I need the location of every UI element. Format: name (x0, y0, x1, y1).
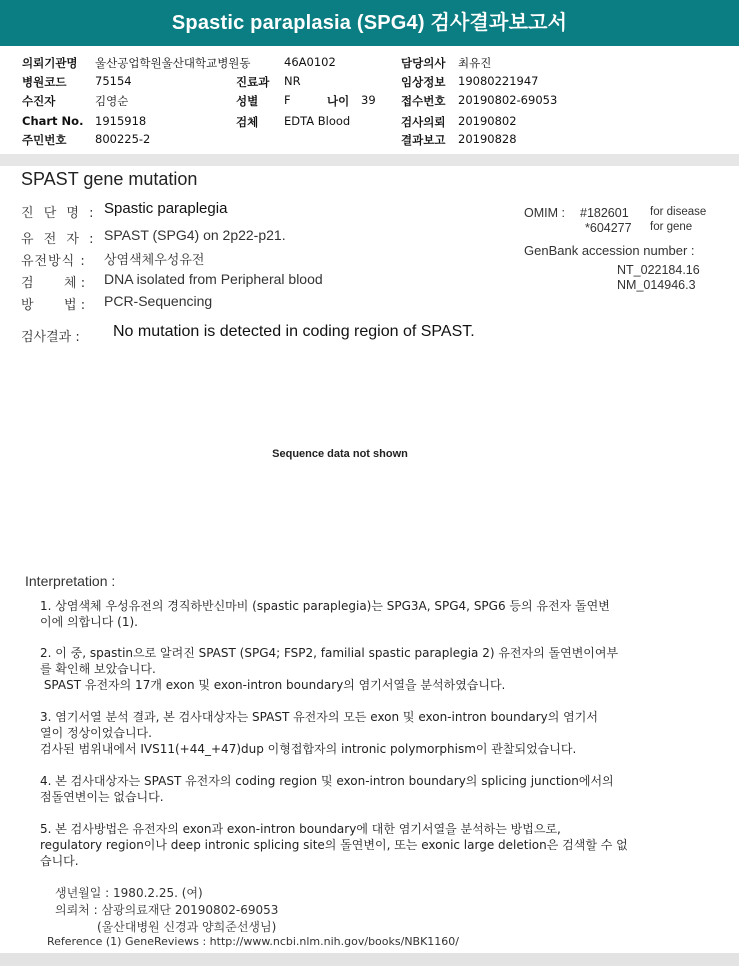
result-label: 검사결과 : (21, 330, 80, 345)
interpretation-item-1 (40, 598, 610, 630)
interpretation-line: 이에 의합니다 (1). (40, 615, 138, 629)
interpretation-line: regulatory region이나 deep intronic splicing site의 돌연변이, 또는 exonic large deletion은 검색할 수 없 (40, 838, 628, 852)
interpretation-line: 를 확인해 보았습니다. (40, 662, 156, 676)
institution-label: 의뢰기관명 (22, 56, 78, 70)
rrn-value: 800225-2 (95, 132, 151, 146)
sequence-note: Sequence data not shown (272, 448, 408, 460)
report-heading: SPAST gene mutation (21, 169, 198, 189)
report-date-label: 결과보고 (401, 133, 446, 147)
interpretation-line: 열이 정상이었습니다. (40, 726, 152, 740)
chart-no-value: 1915918 (95, 114, 147, 128)
specimen-value: EDTA Blood (284, 114, 351, 128)
interpretation-line: 1. 상염색체 우성유전의 경직하반신마비 (spastic paraplegia)는 SPG3A, SPG4, SPG6 등의 유전자 돌연변 (40, 599, 610, 613)
genbank-accession-2: NM_014946.3 (617, 278, 696, 292)
interpretation-item-4 (40, 773, 614, 805)
sex-value: F (284, 93, 291, 107)
receipt-value: 20190802-69053 (458, 93, 558, 107)
doctor-value: 최유진 (458, 56, 492, 70)
interpretation-line: 점돌연변이는 없습니다. (40, 790, 164, 804)
diagnosis-value: Spastic paraplegia (104, 200, 228, 217)
interpretation-line: 습니다. (40, 854, 79, 868)
clinical-info-label: 임상정보 (401, 75, 446, 89)
method-label-right: 법 : (64, 298, 86, 313)
report-body (0, 166, 739, 953)
interpretation-item-5 (40, 821, 628, 869)
specimen-label-right: 체 : (64, 276, 86, 291)
specimen-detail-value: DNA isolated from Peripheral blood (104, 271, 323, 287)
department-label: 진료과 (236, 75, 270, 89)
interpretation-line: 검사된 범위내에서 IVS11(+44_+47)dup 이형접합자의 intronic polymorphism이 관찰되었습니다. (40, 742, 577, 756)
interpretation-line: 4. 본 검사대상자는 SPAST 유전자의 coding region 및 exon-intron boundary의 splicing junction에서의 (40, 774, 614, 788)
specimen-label: 검체 (236, 115, 259, 129)
institution-code-value: 46A0102 (284, 55, 336, 69)
referrer-line: 의뢰처 : 삼광의료재단 20190802-69053 (55, 903, 279, 917)
hospital-code-label: 병원코드 (22, 75, 67, 89)
gene-value: SPAST (SPG4) on 2p22-p21. (104, 227, 286, 243)
reference-line: Reference (1) GeneReviews : http://www.ncbi.nlm.nih.gov/books/NBK1160/ (47, 935, 460, 948)
interpretation-line: 5. 본 검사방법은 유전자의 exon과 exon-intron boundary에 대한 염기서열을 분석하는 방법으로, (40, 822, 561, 836)
patient-info-panel (0, 46, 739, 154)
age-label: 나이 (327, 94, 350, 108)
interpretation-line: 2. 이 중, spastin으로 알려진 SPAST (SPG4; FSP2, familial spastic paraplegia 2) 유전자의 돌연변이여부 (40, 646, 619, 660)
result-value: No mutation is detected in coding region of SPAST. (113, 323, 475, 340)
interpretation-heading: Interpretation : (25, 573, 116, 589)
rrn-label: 주민번호 (22, 133, 67, 147)
age-value: 39 (361, 93, 376, 107)
clinical-info-value: 19080221947 (458, 74, 539, 88)
request-date-label: 검사의뢰 (401, 115, 446, 129)
inheritance-value: 상염색체우성유전 (104, 253, 205, 268)
patient-value: 김영순 (95, 94, 129, 108)
omim-gene-note: for gene (650, 221, 693, 233)
separator-band (0, 154, 739, 166)
diagnosis-label: 진 단 명 : (21, 206, 97, 221)
department-value: NR (284, 74, 301, 88)
omim-gene-id: *604277 (585, 221, 632, 235)
interpretation-item-2 (40, 645, 618, 693)
referrer-subline: (울산대병원 신경과 양희준선생님) (97, 920, 277, 934)
bottom-band (0, 953, 739, 966)
genbank-label: GenBank accession number : (524, 243, 695, 258)
omim-disease-id: #182601 (580, 206, 629, 220)
report-date-value: 20190828 (458, 132, 517, 146)
report-title: Spastic paraplasia (SPG4) 검사결과보고서 (0, 0, 739, 46)
doctor-label: 담당의사 (401, 56, 446, 70)
omim-disease-note: for disease (650, 206, 707, 218)
receipt-label: 접수번호 (401, 94, 446, 108)
method-label-left: 방 (21, 298, 34, 313)
interpretation-item-3 (40, 709, 598, 757)
interpretation-line: SPAST 유전자의 17개 exon 및 exon-intron boundary의 염기서열을 분석하였습니다. (40, 678, 506, 692)
institution-value: 울산공업학원울산대학교병원동 (95, 56, 251, 70)
patient-label: 수진자 (22, 94, 56, 108)
sex-label: 성별 (236, 94, 259, 108)
genbank-accession-1: NT_022184.16 (617, 263, 700, 277)
omim-label: OMIM : (524, 206, 565, 220)
inheritance-label: 유전방식 : (21, 254, 86, 269)
interpretation-line: 3. 염기서열 분석 결과, 본 검사대상자는 SPAST 유전자의 모든 exon 및 exon-intron boundary의 염기서 (40, 710, 598, 724)
hospital-code-value: 75154 (95, 74, 132, 88)
method-value: PCR-Sequencing (104, 293, 213, 309)
gene-label: 유 전 자 : (21, 232, 97, 247)
request-date-value: 20190802 (458, 114, 517, 128)
chart-no-label: Chart No. (22, 114, 84, 128)
birth-date-line: 생년월일 : 1980.2.25. (여) (55, 886, 203, 900)
specimen-label-left: 검 (21, 276, 34, 291)
